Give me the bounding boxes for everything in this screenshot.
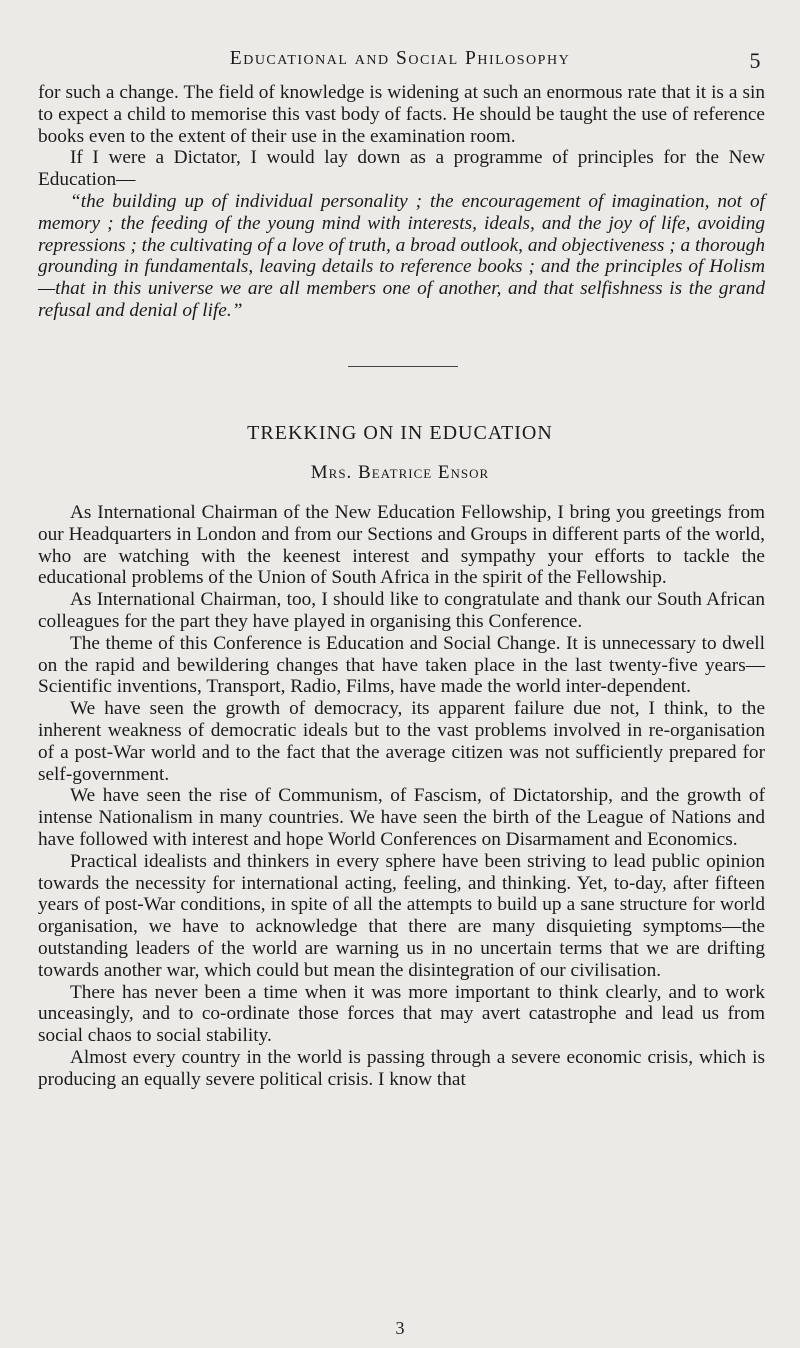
running-title: Educational and Social Philosophy <box>229 48 571 69</box>
paragraph: If I were a Dictator, I would lay down as a programme of principles for the New Education— <box>38 147 765 191</box>
paragraph: for such a change. The field of knowledge is widening at such an enormous rate that it is a sin to expect a child to memorise this vast body of facts. He should be taught the use of reference books even to the extent of their use in the examination room. <box>38 82 765 147</box>
article-body <box>38 502 765 1091</box>
continued-section <box>38 82 765 322</box>
paragraph: We have seen the rise of Communism, of Fascism, of Dictatorship, and the growth of intense Nationalism in many countries. We have seen the birth of the League of Nations and have followed with interest and hope World Conferences on Disarmament and Economics. <box>38 785 765 850</box>
principles-quote: “the building up of individual personality ; the encouragement of imagination, not of memory ; the feeding of the young mind with interests, ideals, and the joy of life, avoiding repressions ; the cultivating of a love of truth, a broad outlook, and objectiveness ; a thorough grounding in fundamentals, leaving details to reference books ; and the principles of Holism—that in this universe we are all members one of another, and that selfishness is the grand refusal and denial of life.” <box>38 190 765 321</box>
section-divider <box>348 366 458 367</box>
paragraph: Almost every country in the world is passing through a severe economic crisis, which is producing an equally severe political crisis. I know that <box>38 1046 765 1090</box>
running-head <box>0 48 800 73</box>
page-number: 5 <box>749 48 762 73</box>
paragraph: There has never been a time when it was more important to think clearly, and to work unceasingly, and to co-ordinate those forces that may avert catastrophe and lead us from social chaos to social stability. <box>38 981 765 1047</box>
paragraph: As International Chairman, too, I should like to congratulate and thank our South African colleagues for the part they have played in organising this Conference. <box>38 589 765 632</box>
paragraph: As International Chairman of the New Education Fellowship, I bring you greetings from our Headquarters in London and from our Sections and Groups in different parts of the world, who are watching with the keenest interest and sympathy your efforts to tackle the educational problems of the Union of South Africa in the spirit of the Fellowship. <box>38 502 765 589</box>
paragraph: Practical idealists and thinkers in every sphere have been striving to lead public opinion towards the necessity for international acting, feeling, and thinking. Yet, to-day, after fifteen years of post-War conditions, in spite of all the attempts to build up a sane structure for world organisation, we have to acknowledge that there are many disquieting symptoms—the outstanding leaders of the world are warning us in no uncertain terms that we are drifting towards another war, which could but mean the disintegration of our civilisation. <box>38 850 765 981</box>
article-author: Mrs. Beatrice Ensor <box>310 462 490 483</box>
signature-mark: 3 <box>395 1318 405 1338</box>
paragraph: We have seen the growth of democracy, its apparent failure due not, I think, to the inherent weakness of democratic ideals but to the vast problems involved in re-organisation of a post-War world and to the fact that the average citizen was not sufficiently prepared for self-government. <box>38 698 765 785</box>
paragraph: The theme of this Conference is Education and Social Change. It is unnecessary to dwell on the rapid and bewildering changes that have taken place in the last twenty-five years—Scientific inventions, Transport, Radio, Films, have made the world inter-dependent. <box>38 632 765 698</box>
article-title: TREKKING ON IN EDUCATION <box>247 422 553 444</box>
